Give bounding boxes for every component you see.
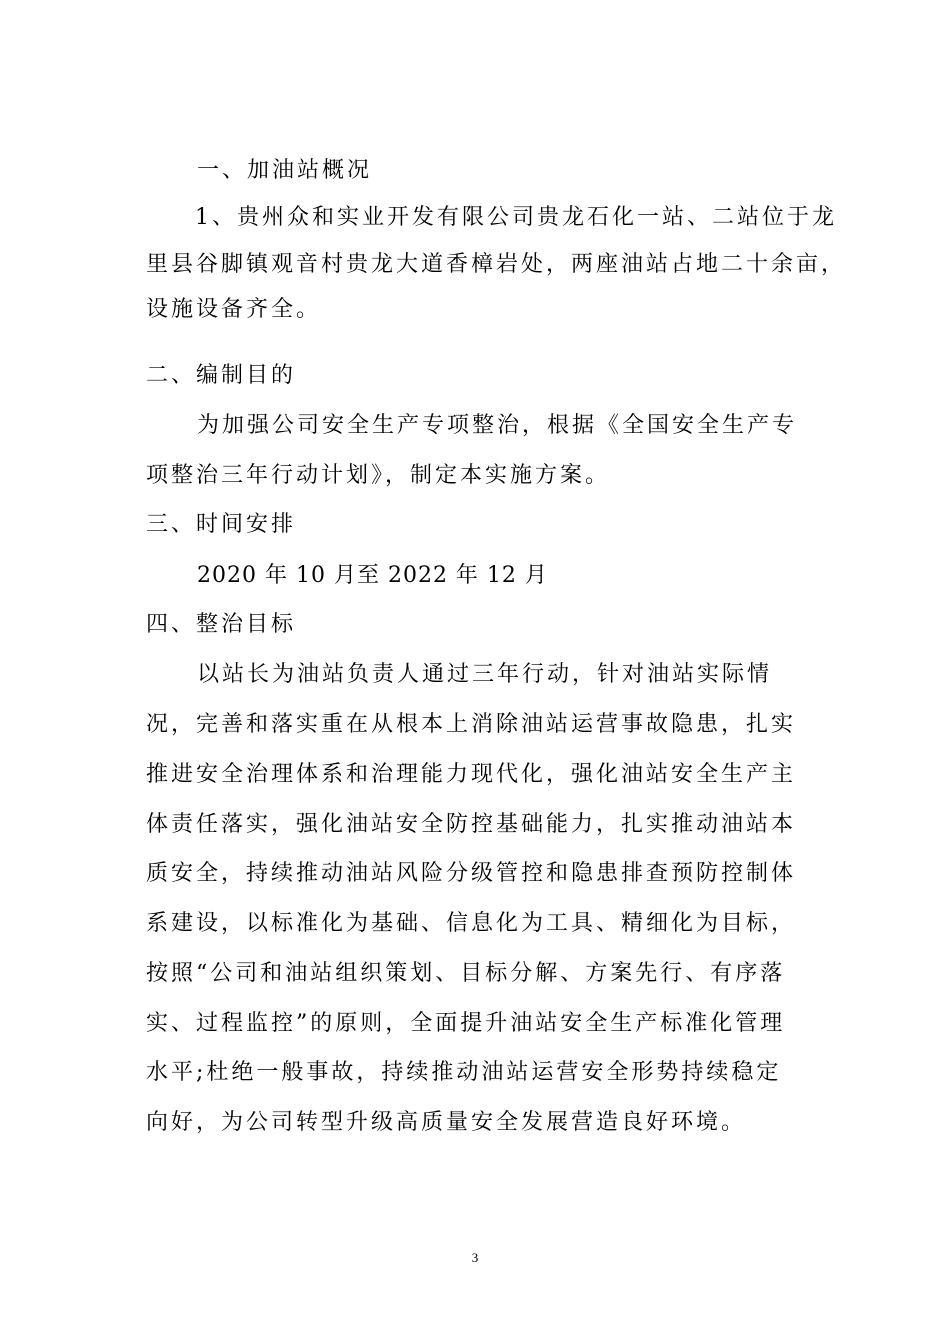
goals-line-10: 向好，为公司转型升级高质量安全发展营造良好环境。 xyxy=(146,1110,747,1135)
goals-line-5: 质安全，持续推动油站风险分级管控和隐患排查预防控制体 xyxy=(146,861,797,886)
goals-line-7: 按照“公司和油站组织策划、目标分解、方案先行、有序落 xyxy=(146,961,786,986)
goals-line-6: 系建设，以标准化为基础、信息化为工具、精细化为目标， xyxy=(146,911,797,936)
schedule-line-1: 2020 年 10 月至 2022 年 12 月 xyxy=(197,563,548,588)
goals-line-2: 况，完善和落实重在从根本上消除油站运营事故隐患，扎实 xyxy=(146,712,797,737)
section-heading-overview: 一、加油站概况 xyxy=(197,158,373,183)
section-heading-goals: 四、整治目标 xyxy=(146,612,297,637)
section-heading-schedule: 三、时间安排 xyxy=(146,512,297,537)
purpose-line-2: 项整治三年行动计划》，制定本实施方案。 xyxy=(146,463,611,488)
purpose-line-1: 为加强公司安全生产专项整治，根据《全国安全生产专 xyxy=(197,413,798,438)
goals-line-8: 实、过程监控”的原则，全面提升油站安全生产标准化管理 xyxy=(146,1011,786,1036)
goals-line-1: 以站长为油站负责人通过三年行动，针对油站实际情 xyxy=(197,662,773,687)
overview-line-1: 1、贵州众和实业开发有限公司贵龙石化一站、二站位于龙 xyxy=(195,205,837,230)
goals-line-3: 推进安全治理体系和治理能力现代化，强化油站安全生产主 xyxy=(146,762,797,787)
page-number: 3 xyxy=(471,1250,479,1265)
overview-line-3: 设施设备齐全。 xyxy=(146,297,322,322)
overview-line-2: 里县谷脚镇观音村贵龙大道香樟岩处，两座油站占地二十余亩， xyxy=(146,252,847,277)
section-heading-purpose: 二、编制目的 xyxy=(146,363,297,388)
goals-line-9: 水平;杜绝一般事故，持续推动油站运营安全形势持续稳定 xyxy=(146,1060,782,1085)
goals-line-4: 体责任落实，强化油站安全防控基础能力，扎实推动油站本 xyxy=(146,812,797,837)
